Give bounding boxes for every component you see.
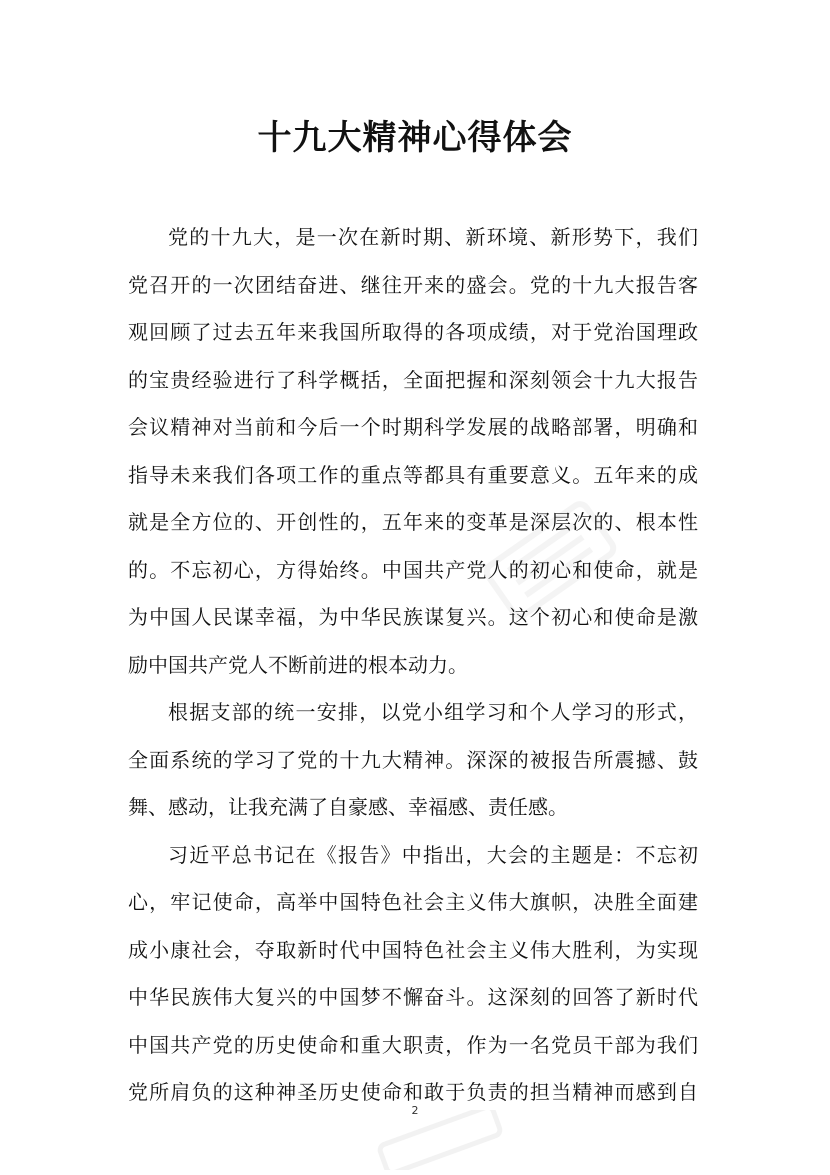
paragraph-line: 为中国人民谋幸福，为中华民族谋复兴。这个初心和使命是激 <box>128 605 698 629</box>
paragraph-line: 会议精神对当前和今后一个时期科学发展的战略部署，明确和 <box>128 415 698 439</box>
paragraph-line: 党所肩负的这种神圣历史使命和敢于负责的担当精神而感到自 <box>128 1080 698 1104</box>
paragraph-line: 心，牢记使命，高举中国特色社会主义伟大旗帜，决胜全面建 <box>128 890 698 914</box>
paragraph-line: 中华民族伟大复兴的中国梦不懈奋斗。这深刻的回答了新时代 <box>128 985 698 1009</box>
paragraph-line: 中国共产党的历史使命和重大职责，作为一名党员干部为我们 <box>128 1032 698 1057</box>
paragraph-line: 观回顾了过去五年来我国所取得的各项成绩，对于党治国理政 <box>128 320 698 344</box>
paragraph-line: 根据支部的统一安排，以党小组学习和个人学习的形式， <box>168 700 698 724</box>
paragraph-line: 励中国共产党人不断前进的根本动力。 <box>128 652 468 677</box>
paragraph-line: 就是全方位的、开创性的，五年来的变革是深层次的、根本性 <box>128 510 698 534</box>
page-number: 2 <box>411 1104 419 1117</box>
paragraph-line: 的宝贵经验进行了科学概括，全面把握和深刻领会十九大报告 <box>128 367 698 392</box>
paragraph-line: 党的十九大，是一次在新时期、新环境、新形势下，我们 <box>168 225 698 249</box>
paragraph-line: 舞、感动，让我充满了自豪感、幸福感、责任感。 <box>128 795 568 819</box>
paragraph-line: 指导未来我们各项工作的重点等都具有重要意义。五年来的成 <box>128 462 698 487</box>
paragraph-line: 习近平总书记在《报告》中指出，大会的主题是：不忘初 <box>168 842 698 867</box>
watermark-icon <box>360 1110 520 1170</box>
document-body <box>128 214 698 1117</box>
paragraph-line: 党召开的一次团结奋进、继往开来的盛会。党的十九大报告客 <box>128 272 698 297</box>
paragraph-line: 成小康社会，夺取新时代中国特色社会主义伟大胜利，为实现 <box>128 937 698 962</box>
page-title: 十九大精神心得体会 <box>257 118 573 158</box>
paragraph-line: 的。不忘初心，方得始终。中国共产党人的初心和使命，就是 <box>128 557 698 582</box>
paragraph-line: 全面系统的学习了党的十九大精神。深深的被报告所震撼、鼓 <box>128 747 698 772</box>
